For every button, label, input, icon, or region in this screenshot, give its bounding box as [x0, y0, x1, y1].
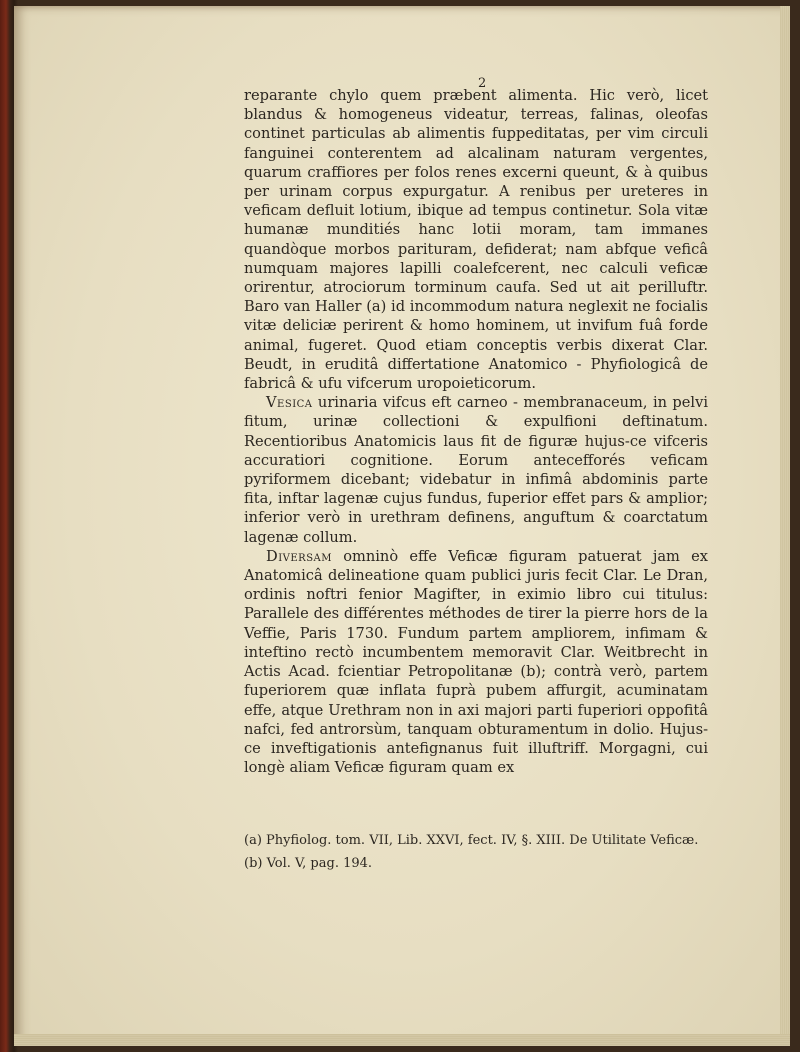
footnote-a: (a) Phyfiolog. tom. VII, Lib. XXVI, fect. IV, §. XIII. De Utilitate Veficæ. [244, 833, 699, 848]
paragraph-1 [244, 86, 708, 393]
page-number: 2 [478, 76, 487, 91]
footnotes [244, 832, 708, 878]
paragraph-3-lead: Diversam [266, 547, 333, 565]
paragraph-3-text: omninò effe Veficæ figuram patuerat jam ex Anatomicâ delineatione quam publici juris fecit Clar. Le Dran, ordinis noftri fenior Magifter, in eximio libro cui titulus: Parallele des différentes méthodes de tirer la pierre hors de la Veffie, Paris 1730. Fundum partem ampliorem, infimam & inteftino rectò incumbentem memoravit Clar. Weitbrecht in Actis Acad. fcientiar Petropolitanæ (b); contrà verò, partem fuperiorem quæ inflata fuprà pubem affurgit, acuminatam effe, atque Urethram non in axi majori parti fuperiori oppofitâ nafci, fed antrorsùm, tanquam obturamentum in dolio. Hujus-ce inveftigationis antefignanus fuit illuftriff. Morgagni, cui longè aliam Veficæ figuram quam ex [244, 547, 708, 777]
paragraph-2 [244, 393, 708, 547]
page-bottom-edge [14, 1034, 790, 1046]
paragraph-2-lead: Vesica [266, 394, 313, 412]
paragraph-1-text: reparante chylo quem præbent alimenta. Hic verò, licet blandus & homogeneus videatur, terreas, falinas, oleofas continet particulas ab alimentis fuppeditatas, per vim circuli fanguinei conterentem ad alcalinam naturam vergentes, quarum craffiores per folos renes excerni queunt, & à quibus per urinam corpus expurgatur. A renibus per ureteres in veficam defluit lotium, ibique ad tempus continetur. Sola vitæ humanæ munditiés hanc lotii moram, tam immanes quandòque morbos parituram, defiderat; nam abfque veficâ numquam majores lapilli coalefcerent, nec calculi veficæ orirentur, atrociorum torminum caufa. Sed ut ait perilluftr. Baro van Haller (a) id incommodum natura neglexit ne focialis vitæ deliciæ perirent & homo hominem, ut invifum fuâ forde animal, fugeret. Quod etiam conceptis verbis dixerat Clar. Beudt, in eruditâ differtatione Anatomico - Phyfiologicâ de fabricâ & ufu vifcerum uropoieticorum. [244, 87, 708, 393]
paragraph-2-text: urinaria vifcus eft carneo - membranaceum, in pelvi fitum, urinæ collectioni & expulfioni deftinatum. Recentioribus Anatomicis laus fit de figuræ hujus-ce vifceris accuratiori cognitione. Eorum antecefforés veficam pyriformem dicebant; videbatur in infimâ abdominis parte fita, inftar lagenæ cujus fundus, fuperior effet pars & amplior; inferior verò in urethram definens, anguftum & coarctatum lagenæ collum. [244, 394, 708, 546]
footnote-b: (b) Vol. V, pag. 194. [244, 856, 373, 871]
main-text [244, 86, 708, 777]
paragraph-3 [244, 547, 708, 777]
page-fore-edge [780, 6, 790, 1046]
